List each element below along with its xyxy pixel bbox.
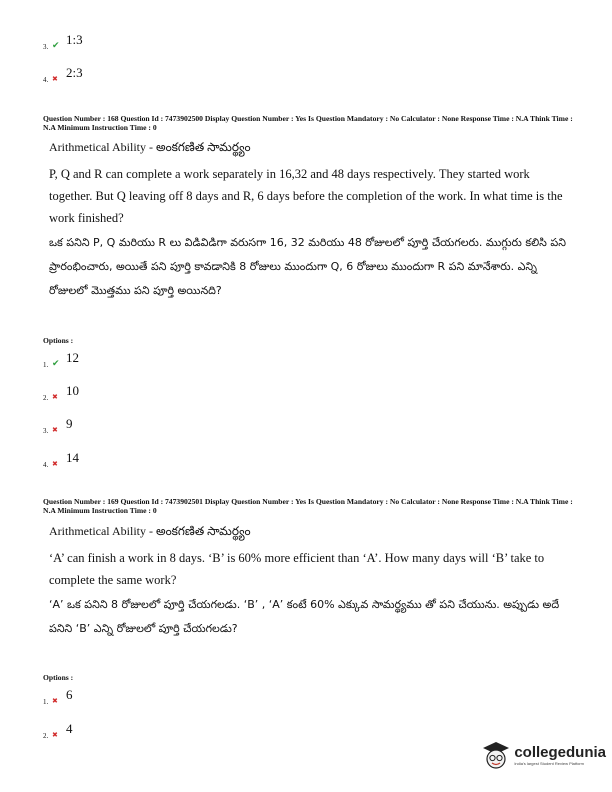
option-2 (43, 721, 73, 740)
collegedunia-logo (481, 740, 606, 770)
graduate-mascot-icon (481, 740, 511, 770)
cross-icon: ✖ (52, 75, 58, 83)
option-value: 10 (66, 383, 79, 398)
option-number: 3. (43, 427, 49, 435)
question-meta: Question Number : 169 Question Id : 7473902501 Display Question Number : Yes Is Question Mandatory : No Calculator : None Response Time : N.A Think Time : N.A Minimum Instruction Time : 0 (43, 497, 573, 515)
option-value: 6 (66, 687, 73, 702)
check-icon: ✔ (52, 40, 60, 50)
question-text-telugu: ‘A’ ఒక పనిని 8 రోజులలో పూర్తి చేయగలడు. ‘B’ , ‘A’ కంటే 60% ఎక్కువ సామర్థ్యము తో పని చేయును. అప్పుడు అదే పనిని ‘B’ ఎన్ని రోజులలో పూర్తి చేయగలడు? (49, 598, 560, 635)
question-meta: Question Number : 168 Question Id : 7473902500 Display Question Number : Yes Is Question Mandatory : No Calculator : None Response Time : N.A Think Time : N.A Minimum Instruction Time : 0 (43, 114, 573, 132)
options-label: Options : (43, 336, 74, 345)
option-value: 1:3 (66, 31, 83, 47)
option-1 (43, 349, 79, 369)
cross-icon: ✖ (52, 426, 58, 434)
question-text-english: ‘A’ can finish a work in 8 days. ‘B’ is 60% more efficient than ‘A’. How many days will ‘B’ take to complete the same work? (49, 551, 545, 587)
logo-tagline: India's largest Student Review Platform (514, 761, 584, 766)
option-3 (43, 416, 73, 435)
subject-label: Arithmetical Ability - అంకగణిత సామర్థ్యం (49, 524, 251, 538)
option-number: 4. (43, 76, 49, 84)
option-value: 2:3 (66, 65, 83, 80)
cross-icon: ✖ (52, 460, 58, 468)
option-2 (43, 383, 79, 402)
option-4 (43, 65, 83, 84)
question-text-english: P, Q and R can complete a work separately in 16,32 and 48 days respectively. They started work together. But Q leaving off 8 days and R, 6 days before the completion of the work. In what time is the work finished? (49, 167, 563, 225)
cross-icon: ✖ (52, 697, 58, 705)
logo-name: collegedunia (514, 744, 606, 761)
option-value: 14 (66, 450, 79, 465)
option-number: 2. (43, 394, 49, 402)
question-text-telugu: ఒక పనిని P, Q మరియు R లు విడివిడిగా వరుసగా 16, 32 మరియు 48 రోజులలో పూర్తి చేయగలరు. ముగ్గురు కలిసి పని ప్రారంభించారు, అయితే పని పూర్తి కావడానికి 8 రోజులు ముందుగా Q, 6 రోజులు ముందుగా R పని మానేశారు. ఎన్ని రోజులలో మొత్తము పని పూర్తి అయినది? (49, 236, 566, 297)
option-value: 4 (66, 721, 73, 736)
option-number: 2. (43, 732, 49, 740)
cross-icon: ✖ (52, 731, 58, 739)
subject-label: Arithmetical Ability - అంకగణిత సామర్థ్యం (49, 140, 251, 154)
option-number: 1. (43, 360, 49, 369)
check-icon: ✔ (52, 358, 60, 368)
options-label: Options : (43, 673, 74, 682)
option-1 (43, 687, 73, 706)
cross-icon: ✖ (52, 393, 58, 401)
option-number: 1. (43, 698, 49, 706)
option-4 (43, 450, 79, 469)
option-number: 4. (43, 461, 49, 469)
option-3 (43, 31, 83, 51)
option-value: 9 (66, 416, 73, 431)
option-value: 12 (66, 349, 79, 365)
option-number: 3. (43, 42, 49, 51)
